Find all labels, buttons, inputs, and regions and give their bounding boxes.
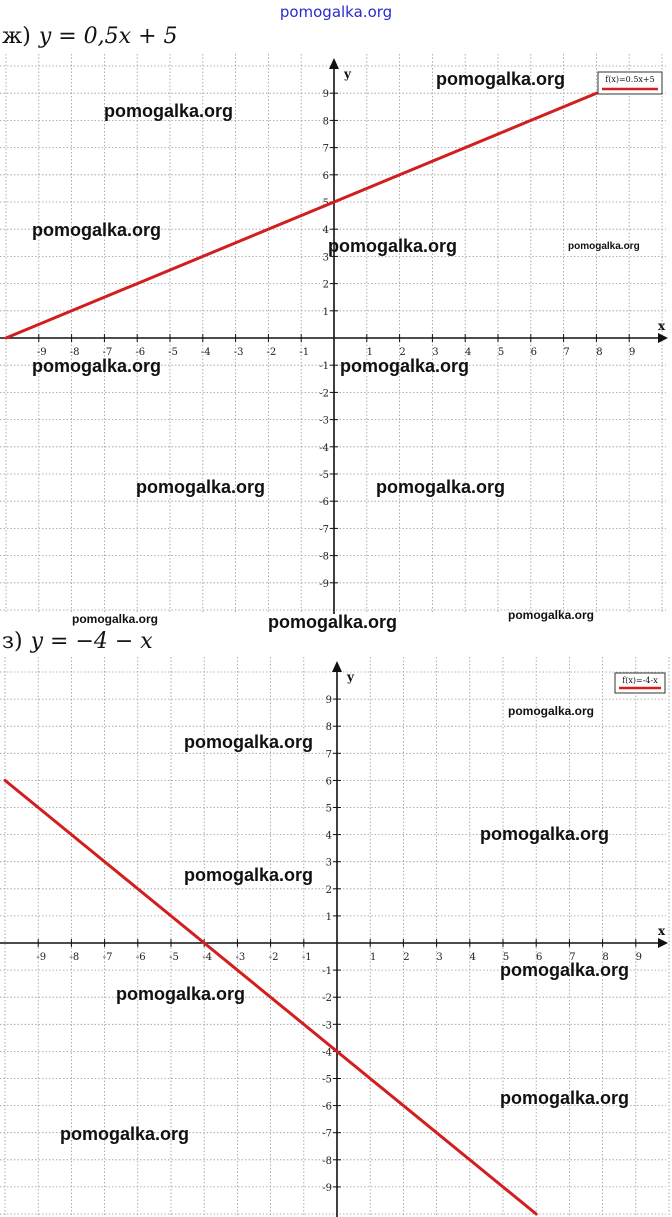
- y-tick-label: 5: [322, 198, 329, 209]
- x-tick-label: -6: [135, 347, 146, 358]
- x-tick-label: 7: [563, 347, 570, 358]
- watermark-text: pomogalka.org: [568, 241, 640, 252]
- watermark-text: pomogalka.org: [480, 824, 610, 844]
- x-tick-label: -7: [102, 347, 113, 358]
- y-tick-label: 5: [325, 803, 332, 815]
- y-axis-arrow: [329, 58, 339, 69]
- x-axis-arrow: [658, 938, 668, 948]
- y-tick-label: -3: [319, 415, 329, 427]
- x-tick-label: -5: [169, 952, 179, 963]
- y-tick-label: 1: [322, 306, 329, 318]
- y-tick-label: 6: [325, 776, 332, 788]
- x-tick-label: 7: [569, 952, 576, 963]
- watermark-text: pomogalka.org: [184, 865, 314, 885]
- x-tick-label: 9: [629, 347, 636, 358]
- y-tick-label: 4: [325, 830, 332, 842]
- legend: [598, 72, 662, 94]
- equation-formula: y = 0,5x + 5: [38, 24, 178, 49]
- watermark-text: pomogalka.org: [376, 477, 506, 497]
- legend-label: f(x)=-4-x: [622, 676, 658, 685]
- y-tick-label: -8: [319, 551, 329, 563]
- watermark-text: pomogalka.org: [32, 220, 162, 240]
- x-axis-label: x: [658, 924, 666, 938]
- grid-lines: [0, 54, 666, 614]
- y-tick-label: -6: [319, 497, 329, 509]
- x-tick-label: -3: [233, 347, 244, 358]
- y-tick-label: -5: [319, 470, 329, 481]
- y-tick-label: -7: [319, 524, 329, 536]
- watermark-text: pomogalka.org: [500, 960, 630, 980]
- y-axis-label: y: [344, 67, 351, 81]
- y-tick-label: 7: [325, 749, 332, 761]
- y-tick-label: -2: [319, 388, 329, 400]
- equation-label-zh: [2, 22, 178, 52]
- x-tick-label: -9: [36, 347, 47, 358]
- x-tick-label: 3: [432, 347, 439, 358]
- x-tick-label: -9: [36, 952, 47, 963]
- y-tick-label: -1: [322, 966, 332, 978]
- watermark-text: pomogalka.org: [340, 356, 470, 376]
- x-tick-label: -1: [301, 952, 312, 963]
- watermark-text: pomogalka.org: [136, 477, 266, 497]
- y-axis-label: y: [347, 670, 354, 684]
- axes: [0, 58, 668, 614]
- chart-graph-z: [0, 657, 672, 1217]
- equation-letter: з): [2, 629, 23, 654]
- y-tick-label: 2: [322, 279, 329, 291]
- watermark-text: pomogalka.org: [60, 1124, 190, 1144]
- chart-graph-zh: [0, 54, 672, 614]
- y-tick-label: -5: [322, 1074, 332, 1086]
- x-tick-label: -8: [69, 347, 80, 358]
- x-tick-label: 5: [497, 347, 505, 358]
- x-tick-label: 1: [370, 952, 377, 963]
- x-tick-label: 1: [366, 347, 373, 358]
- watermark-text: pomogalka.org: [436, 69, 566, 89]
- y-tick-label: -9: [319, 578, 329, 590]
- y-tick-label: 8: [322, 116, 329, 128]
- watermark-text: pomogalka.org: [500, 1088, 630, 1108]
- watermark-text: pomogalka.org: [184, 732, 314, 752]
- y-tick-label: 7: [322, 143, 329, 155]
- x-tick-label: -1: [299, 347, 310, 358]
- x-tick-label: -2: [266, 347, 277, 358]
- equation-formula: y = −4 − x: [30, 629, 153, 654]
- x-tick-label: 4: [469, 952, 476, 963]
- y-tick-label: -2: [322, 993, 332, 1005]
- watermark-text: pomogalka.org: [104, 101, 234, 121]
- y-tick-label: 8: [325, 722, 332, 734]
- y-tick-label: 3: [322, 252, 329, 264]
- x-tick-label: -7: [102, 952, 113, 963]
- x-tick-label: 6: [530, 347, 537, 358]
- x-tick-label: -4: [200, 347, 211, 358]
- x-tick-label: 9: [635, 952, 642, 963]
- x-tick-label: 6: [536, 952, 543, 963]
- y-tick-label: -3: [322, 1020, 332, 1032]
- y-tick-label: -4: [322, 1047, 332, 1059]
- x-tick-label: 5: [502, 952, 510, 963]
- x-tick-label: 3: [436, 952, 443, 963]
- legend-label: f(x)=0.5x+5: [605, 75, 655, 84]
- x-tick-label: 8: [602, 952, 609, 963]
- x-tick-label: 2: [403, 952, 410, 963]
- axes: [0, 661, 668, 1217]
- y-tick-label: 2: [325, 884, 332, 896]
- watermark-text: pomogalka.org: [268, 612, 398, 632]
- series-line: [6, 93, 596, 338]
- y-axis-arrow: [332, 661, 342, 672]
- x-axis-arrow: [658, 333, 668, 343]
- x-tick-label: 2: [399, 347, 406, 358]
- watermark-text: pomogalka.org: [508, 608, 595, 622]
- y-tick-label: 1: [325, 911, 332, 923]
- watermark-text: pomogalka.org: [508, 704, 595, 718]
- watermark-text: pomogalka.org: [328, 236, 458, 256]
- x-tick-label: 4: [465, 347, 472, 358]
- x-tick-label: -6: [135, 952, 146, 963]
- equation-label-z: [2, 627, 153, 657]
- y-tick-label: -7: [322, 1128, 332, 1140]
- y-tick-label: -9: [322, 1182, 332, 1194]
- equation-letter: ж): [2, 24, 31, 49]
- y-tick-label: -6: [322, 1101, 332, 1113]
- x-tick-label: 8: [596, 347, 603, 358]
- watermark-text: pomogalka.org: [116, 984, 246, 1004]
- y-tick-label: 9: [322, 89, 329, 101]
- y-tick-label: 4: [322, 225, 329, 237]
- y-tick-label: -1: [319, 361, 329, 373]
- watermark-text: pomogalka.org: [32, 356, 162, 376]
- site-link[interactable]: pomogalka.org: [279, 3, 393, 21]
- y-tick-label: 3: [325, 857, 332, 869]
- legend: [615, 673, 665, 693]
- x-tick-label: -5: [168, 347, 178, 358]
- y-tick-label: 9: [325, 695, 332, 707]
- x-tick-label: -8: [69, 952, 80, 963]
- y-tick-label: 6: [322, 170, 329, 182]
- y-tick-label: -8: [322, 1155, 332, 1167]
- watermark-text: pomogalka.org: [72, 612, 159, 626]
- x-tick-label: -4: [202, 952, 213, 963]
- y-tick-label: -4: [319, 442, 329, 454]
- x-tick-label: -2: [268, 952, 279, 963]
- x-axis-label: x: [658, 319, 666, 333]
- x-tick-label: -3: [235, 952, 246, 963]
